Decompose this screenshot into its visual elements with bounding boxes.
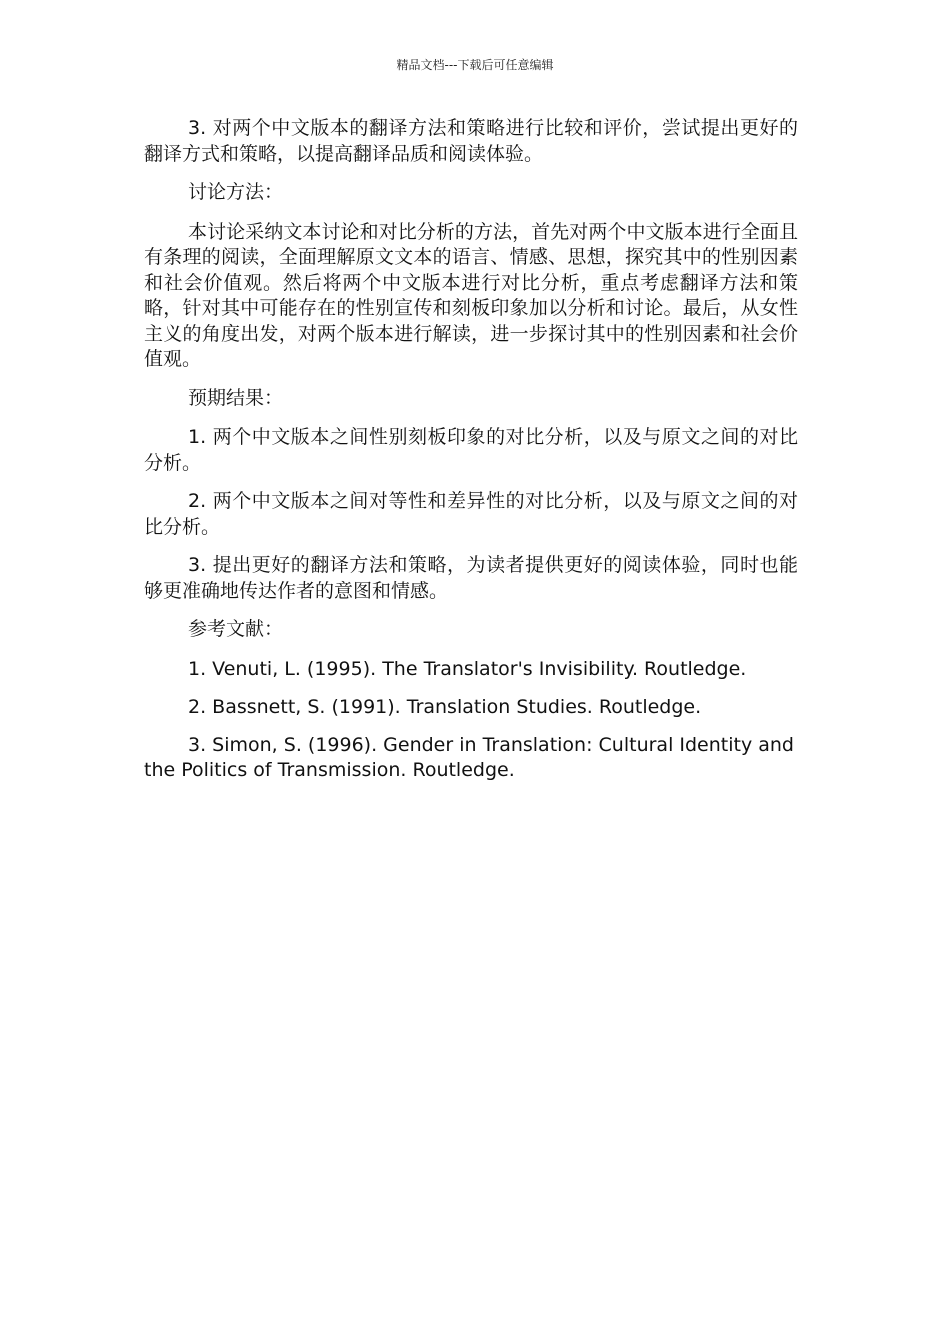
- page-header: 精品文档---下载后可任意编辑: [396, 58, 554, 72]
- document-body: [144, 116, 798, 796]
- section-heading-references: 参考文献：: [188, 618, 284, 640]
- reference-item-1: 1. Venuti, L. (1995). The Translator's Invisibility. Routledge.: [188, 657, 747, 680]
- section-heading-methods: 讨论方法：: [188, 181, 284, 203]
- expected-result-2: 2. 两个中文版本之间对等性和差异性的对比分析，以及与原文之间的对比分析。: [144, 490, 798, 538]
- reference-item-3: 3. Simon, S. (1996). Gender in Translation: Cultural Identity and the Politics of Transmission. Routledge.: [144, 733, 794, 781]
- expected-result-3: 3. 提出更好的翻译方法和策略，为读者提供更好的阅读体验，同时也能够更准确地传达作者的意图和情感。: [144, 554, 798, 602]
- objective-paragraph-3: 3. 对两个中文版本的翻译方法和策略进行比较和评价，尝试提出更好的翻译方式和策略，以提高翻译品质和阅读体验。: [144, 117, 798, 165]
- methods-paragraph: 本讨论采纳文本讨论和对比分析的方法，首先对两个中文版本进行全面且有条理的阅读，全面理解原文文本的语言、情感、思想，探究其中的性别因素和社会价值观。然后将两个中文版本进行对比分析，重点考虑翻译方法和策略，针对其中可能存在的性别宣传和刻板印象加以分析和讨论。最后，从女性主义的角度出发，对两个版本进行解读，进一步探讨其中的性别因素和社会价值观。: [144, 220, 798, 370]
- section-heading-expected-results: 预期结果：: [188, 386, 284, 409]
- reference-item-2: 2. Bassnett, S. (1991). Translation Studies. Routledge.: [188, 695, 702, 718]
- expected-result-1: 1. 两个中文版本之间性别刻板印象的对比分析，以及与原文之间的对比分析。: [144, 426, 798, 474]
